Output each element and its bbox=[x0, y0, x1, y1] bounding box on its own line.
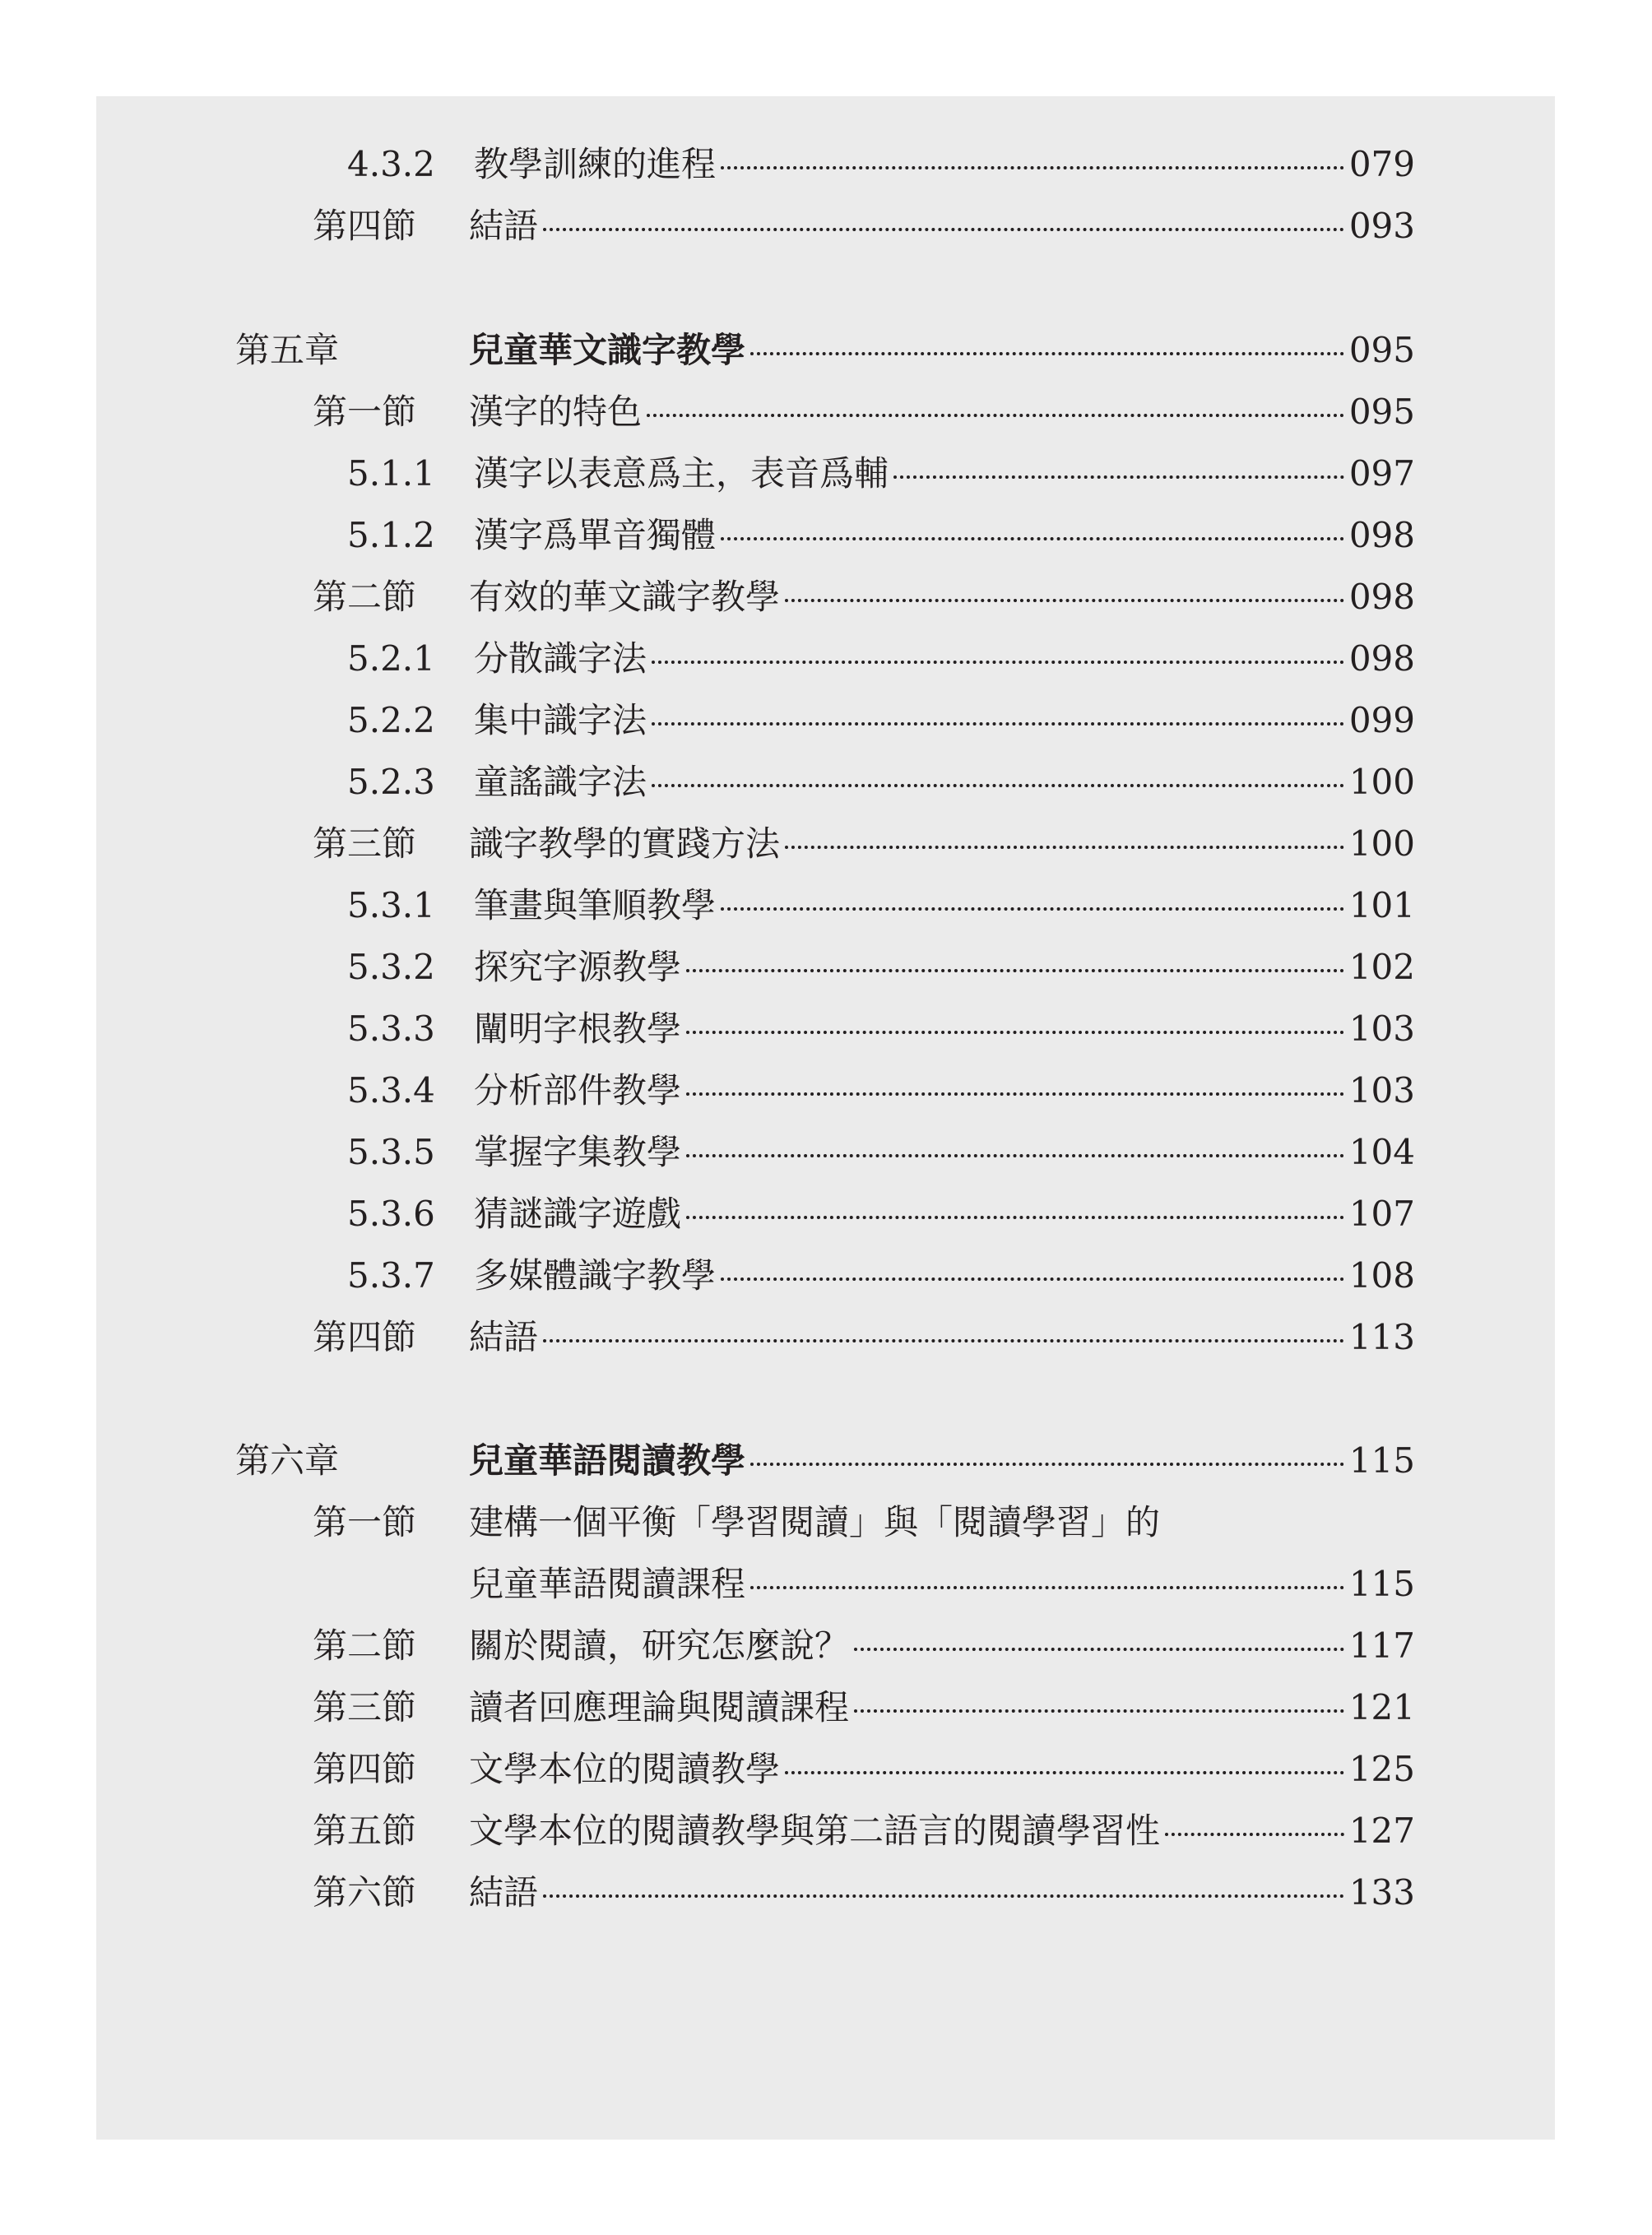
dot-leader bbox=[721, 166, 1344, 169]
toc-entry bbox=[235, 1313, 1415, 1362]
entry-page: 133 bbox=[1348, 1872, 1415, 1913]
entry-number: 5.3.6 bbox=[347, 1194, 435, 1234]
entry-title: 漢字的特色 bbox=[469, 392, 643, 432]
toc-entry bbox=[235, 881, 1415, 930]
dot-leader bbox=[652, 661, 1344, 664]
toc-entry bbox=[235, 387, 1415, 437]
toc-entry bbox=[235, 1251, 1415, 1301]
entry-number: 5.1.2 bbox=[347, 515, 435, 555]
toc-entry bbox=[235, 758, 1415, 807]
dot-leader bbox=[750, 1463, 1344, 1466]
entry-number: 第二節 bbox=[313, 577, 417, 617]
toc-entry bbox=[235, 511, 1415, 560]
entry-title: 結語 bbox=[469, 1872, 539, 1913]
dot-leader bbox=[652, 722, 1344, 726]
dot-leader bbox=[543, 1339, 1344, 1342]
entry-title: 童謠識字法 bbox=[474, 762, 647, 802]
entry-title: 有效的華文識字教學 bbox=[469, 577, 781, 617]
entry-number: 5.3.7 bbox=[347, 1255, 435, 1296]
entry-page: 101 bbox=[1348, 885, 1415, 925]
entry-number: 第四節 bbox=[313, 206, 417, 246]
chapter-title: 兒童華文識字教學 bbox=[469, 330, 746, 370]
entry-page: 107 bbox=[1348, 1194, 1415, 1234]
toc-entry bbox=[235, 202, 1415, 251]
entry-number: 4.3.2 bbox=[347, 144, 435, 184]
entry-page: 095 bbox=[1348, 392, 1415, 432]
entry-title: 筆畫與筆順教學 bbox=[474, 885, 717, 925]
toc-entry bbox=[235, 1189, 1415, 1239]
dot-leader bbox=[854, 1648, 1344, 1651]
entry-title: 多媒體識字教學 bbox=[474, 1255, 717, 1296]
entry-page: 121 bbox=[1348, 1687, 1415, 1727]
entry-title: 猜謎識字遊戲 bbox=[474, 1194, 682, 1234]
entry-number: 第二節 bbox=[313, 1625, 417, 1666]
entry-number: 5.2.2 bbox=[347, 700, 435, 740]
dot-leader bbox=[686, 1216, 1344, 1219]
dot-leader bbox=[652, 784, 1344, 787]
toc-chapter-entry bbox=[235, 326, 1415, 375]
entry-page: 099 bbox=[1348, 700, 1415, 740]
entry-title: 分散識字法 bbox=[474, 638, 647, 679]
toc-entry bbox=[235, 1745, 1415, 1794]
dot-leader bbox=[543, 1894, 1344, 1898]
entry-title: 文學本位的閱讀教學 bbox=[469, 1749, 781, 1789]
toc-entry bbox=[235, 696, 1415, 745]
toc-entry bbox=[235, 819, 1415, 869]
dot-leader bbox=[785, 599, 1344, 602]
entry-title: 分析部件教學 bbox=[474, 1070, 682, 1111]
toc-entry bbox=[235, 1498, 1415, 1547]
entry-page: 098 bbox=[1348, 638, 1415, 679]
dot-leader bbox=[721, 907, 1344, 911]
toc-entry bbox=[235, 449, 1415, 498]
entry-title: 闡明字根教學 bbox=[474, 1009, 682, 1049]
entry-title: 探究字源教學 bbox=[474, 947, 682, 987]
dot-leader bbox=[785, 1771, 1344, 1774]
entry-title: 教學訓練的進程 bbox=[474, 144, 717, 184]
entry-number: 第五節 bbox=[313, 1811, 417, 1851]
entry-number: 5.3.3 bbox=[347, 1009, 435, 1049]
entry-number: 5.2.1 bbox=[347, 638, 435, 679]
dot-leader bbox=[785, 846, 1344, 849]
toc-entry-continuation bbox=[235, 1560, 1415, 1609]
entry-page: 098 bbox=[1348, 577, 1415, 617]
entry-number: 5.3.5 bbox=[347, 1132, 435, 1172]
dot-leader bbox=[543, 228, 1344, 231]
toc-entry bbox=[235, 1621, 1415, 1671]
entry-title: 漢字爲單音獨體 bbox=[474, 515, 717, 555]
entry-page: 108 bbox=[1348, 1255, 1415, 1296]
toc-entry bbox=[235, 943, 1415, 992]
entry-page: 100 bbox=[1348, 823, 1415, 864]
dot-leader bbox=[1165, 1833, 1344, 1836]
dot-leader bbox=[686, 969, 1344, 972]
dot-leader bbox=[750, 1586, 1344, 1589]
entry-title: 識字教學的實踐方法 bbox=[469, 823, 781, 864]
toc-entry bbox=[235, 1004, 1415, 1054]
toc-entry bbox=[235, 1128, 1415, 1177]
entry-number: 5.3.1 bbox=[347, 885, 435, 925]
entry-title: 漢字以表意爲主，表音爲輔 bbox=[474, 453, 889, 494]
toc-entry bbox=[235, 1806, 1415, 1856]
dot-leader bbox=[686, 1154, 1344, 1157]
dot-leader bbox=[721, 537, 1344, 540]
chapter-title: 兒童華語閱讀教學 bbox=[469, 1440, 746, 1481]
entry-number: 第三節 bbox=[313, 823, 417, 864]
entry-page: 098 bbox=[1348, 515, 1415, 555]
entry-title: 關於閱讀，研究怎麼說？ bbox=[469, 1625, 850, 1666]
entry-title: 文學本位的閱讀教學與第二語言的閱讀學習性 bbox=[469, 1811, 1161, 1851]
entry-number: 第一節 bbox=[313, 392, 417, 432]
toc-entry bbox=[235, 573, 1415, 622]
entry-page: 127 bbox=[1348, 1811, 1415, 1851]
entry-page: 115 bbox=[1348, 1564, 1415, 1604]
entry-page: 093 bbox=[1348, 206, 1415, 246]
entry-page: 125 bbox=[1348, 1749, 1415, 1789]
entry-title: 結語 bbox=[469, 206, 539, 246]
toc-entry bbox=[235, 634, 1415, 684]
entry-title: 結語 bbox=[469, 1317, 539, 1357]
entry-number: 5.3.2 bbox=[347, 947, 435, 987]
entry-number: 第一節 bbox=[313, 1502, 417, 1542]
entry-number: 5.3.4 bbox=[347, 1070, 435, 1111]
entry-number: 第六節 bbox=[313, 1872, 417, 1913]
entry-page: 100 bbox=[1348, 762, 1415, 802]
toc-entry bbox=[235, 1066, 1415, 1115]
entry-page: 102 bbox=[1348, 947, 1415, 987]
dot-leader bbox=[854, 1709, 1344, 1713]
entry-page: 113 bbox=[1348, 1317, 1415, 1357]
dot-leader bbox=[647, 414, 1344, 417]
entry-page: 115 bbox=[1348, 1440, 1415, 1481]
entry-title-continued: 兒童華語閱讀課程 bbox=[469, 1564, 746, 1604]
entry-title: 掌握字集教學 bbox=[474, 1132, 682, 1172]
dot-leader bbox=[686, 1031, 1344, 1034]
entry-number: 5.1.1 bbox=[347, 453, 435, 494]
dot-leader bbox=[893, 475, 1344, 479]
toc-entry bbox=[235, 1868, 1415, 1917]
entry-number: 第三節 bbox=[313, 1687, 417, 1727]
entry-page: 079 bbox=[1348, 144, 1415, 184]
entry-title: 集中識字法 bbox=[474, 700, 647, 740]
entry-page: 103 bbox=[1348, 1009, 1415, 1049]
entry-title: 讀者回應理論與閱讀課程 bbox=[469, 1687, 850, 1727]
entry-number: 第四節 bbox=[313, 1317, 417, 1357]
toc-entry bbox=[235, 1683, 1415, 1732]
entry-page: 095 bbox=[1348, 330, 1415, 370]
dot-leader bbox=[686, 1092, 1344, 1096]
entry-page: 103 bbox=[1348, 1070, 1415, 1111]
dot-leader bbox=[721, 1277, 1344, 1281]
entry-page: 104 bbox=[1348, 1132, 1415, 1172]
entry-number: 第四節 bbox=[313, 1749, 417, 1789]
entry-page: 117 bbox=[1348, 1625, 1415, 1666]
toc-entry bbox=[235, 140, 1415, 189]
entry-page: 097 bbox=[1348, 453, 1415, 494]
dot-leader bbox=[750, 352, 1344, 355]
entry-number: 5.2.3 bbox=[347, 762, 435, 802]
entry-title: 建構一個平衡「學習閱讀」與「閱讀學習」的 bbox=[469, 1502, 1161, 1542]
chapter-number: 第五章 bbox=[235, 330, 340, 370]
chapter-number: 第六章 bbox=[235, 1440, 340, 1481]
toc-chapter-entry bbox=[235, 1436, 1415, 1486]
